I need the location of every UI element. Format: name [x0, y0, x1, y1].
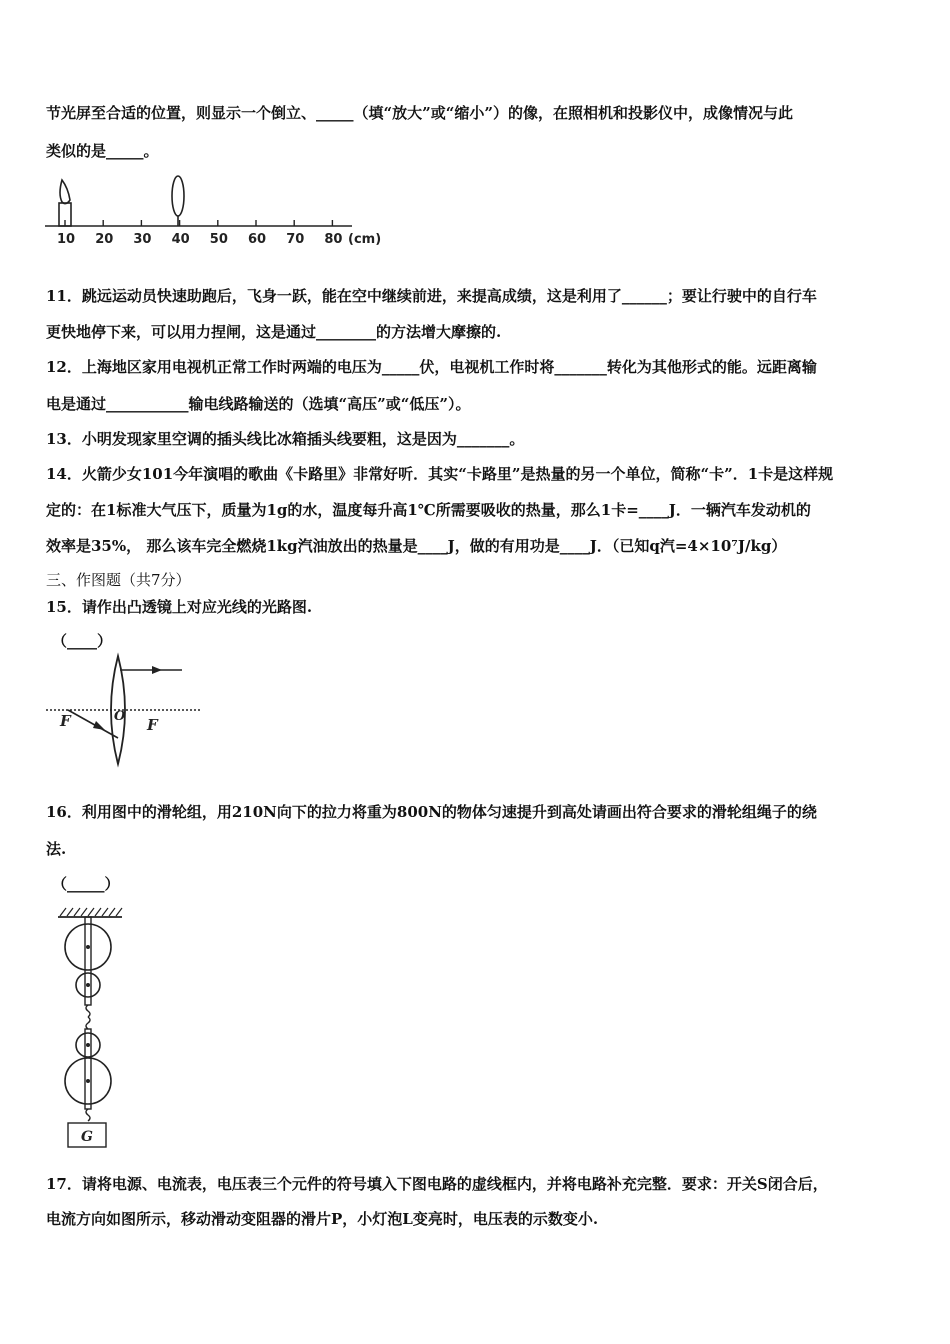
ruler-tick-label: 30: [133, 232, 152, 247]
ruler-tick-label: 60: [248, 232, 267, 247]
section3-title: 三、作图题（共7分）: [46, 571, 191, 589]
q11-line-2: 更快地停下来，可以用力捏闸，这是通过________的方法增大摩擦的.: [46, 323, 502, 341]
q17-line-1: 17．请将电源、电流表，电压表三个元件的符号填入下图电路的虚线框内，并将电路补充完整．要求：开关S闭合后，: [46, 1175, 828, 1193]
q17-line-2: 电流方向如图所示，移动滑动变阻器的滑片P，小灯泡L变亮时，电压表的示数变小.: [46, 1210, 599, 1228]
ruler-tick-label: 40: [171, 232, 190, 247]
q14-line-3: 效率是35%， 那么该车完全燃烧1kg汽油放出的热量是____J，做的有用功是____J．（已知q汽=4×10⁷J/kg）: [46, 537, 787, 555]
q16-line-1: 16．利用图中的滑轮组，用210N向下的拉力将重为800N的物体匀速提升到高处请画出符合要求的滑轮组绳子的绕: [46, 803, 817, 821]
center-label: O: [114, 709, 126, 724]
q16-blank: （_____）: [52, 875, 120, 893]
focus-right-label: F: [147, 716, 158, 734]
ruler-tick-label: 80: [324, 232, 343, 247]
q12-line-2: 电是通过___________输电线路输送的（选填“高压”或“低压”）。: [46, 395, 471, 413]
focus-left-label: F: [60, 712, 71, 730]
q14-line-1: 14．火箭少女101今年演唱的歌曲《卡路里》非常好听．其实“卡路里”是热量的另一个单位，简称“卡”．1卡是这样规: [46, 465, 834, 483]
ruler-tick-label: 50: [209, 232, 228, 247]
pulley-system-figure: [50, 905, 130, 1150]
optical-bench-figure: [40, 170, 400, 252]
ruler-tick-label: 70: [286, 232, 305, 247]
q11-line-1: 11．跳远运动员快速助跑后，飞身一跃，能在空中继续前进，来提高成绩，这是利用了______；要让行驶中的自行车: [46, 287, 817, 305]
movable-pulley-frame: [85, 1029, 91, 1109]
q15-blank: （____）: [52, 632, 113, 650]
ruler-unit: (cm): [348, 232, 382, 247]
weight-label: G: [81, 1129, 93, 1145]
arrow-icon: [152, 666, 162, 674]
ruler-tick-label: 10: [57, 232, 76, 247]
q14-line-2: 定的：在1标准大气压下，质量为1g的水，温度每升高1℃所需要吸收的热量，那么1卡=____J．一辆汽车发动机的: [46, 501, 811, 519]
q15-line-1: 15．请作出凸透镜上对应光线的光路图.: [46, 598, 313, 616]
q10-line-1: 节光屏至合适的位置，则显示一个倒立、_____（填“放大”或“缩小”）的像，在照相机和投影仪中，成像情况与此: [46, 104, 794, 122]
convex-lens-figure: [40, 652, 210, 770]
candle-flame: [60, 180, 70, 204]
lens-shape: [172, 176, 184, 216]
arrow-icon: [93, 721, 105, 730]
q13-line-1: 13．小明发现家里空调的插头线比冰箱插头线要粗，这是因为_______。: [46, 430, 525, 448]
q12-line-1: 12．上海地区家用电视机正常工作时两端的电压为_____伏，电视机工作时将_______转化为其他形式的能。远距离输: [46, 358, 817, 376]
ruler-tick-label: 20: [95, 232, 114, 247]
fixed-pulley-frame: [85, 917, 91, 1005]
q10-line-2: 类似的是_____。: [46, 142, 159, 160]
q16-line-2: 法.: [46, 840, 67, 858]
